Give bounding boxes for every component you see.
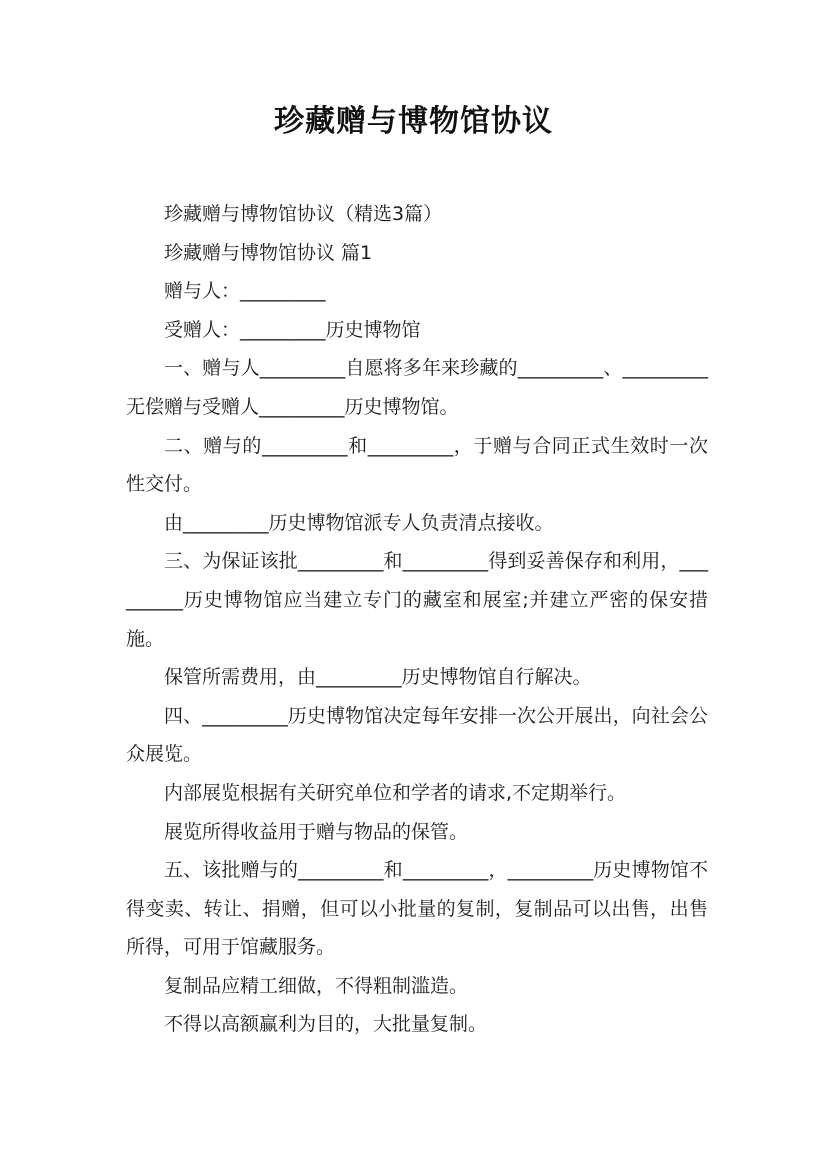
paragraph-clause-1: 一、赠与人_________自愿将多年来珍藏的_________、_________无偿赠与受赠人_________历史博物馆。: [126, 357, 708, 418]
paragraph-recipient: 受赠人：_________历史博物馆: [164, 318, 421, 341]
paragraph-clause-2-receipt: 由_________历史博物馆派专人负责清点接收。: [164, 511, 554, 534]
paragraph-clause-5-limit: 不得以高额赢利为目的，大批量复制。: [164, 1013, 488, 1036]
paragraph-clause-5-quality: 复制品应精工细做，不得粗制滥造。: [164, 974, 469, 997]
paragraph-clause-2: 二、赠与的_________和_________，于赠与合同正式生效时一次性交付。: [126, 434, 708, 496]
paragraph-clause-4: 四、_________历史博物馆决定每年安排一次公开展出，向社会公众展览。: [126, 704, 708, 766]
paragraph-clause-5: 五、该批赠与的_________和_________，_________历史博物馆不得变卖、转让、捐赠，但可以小批量的复制，复制品可以出售，出售所得，可用于馆藏服务。: [126, 859, 708, 959]
paragraph-clause-3-cost: 保管所需费用，由_________历史博物馆自行解决。: [164, 666, 592, 689]
paragraph-donor: 赠与人：_________: [164, 280, 326, 303]
paragraph-subtitle: 珍藏赠与博物馆协议（精选3篇）: [164, 203, 443, 225]
paragraph-section-heading: 珍藏赠与博物馆协议 篇1: [164, 241, 373, 264]
paragraph-clause-3: 三、为保证该批_________和_________得到妥善保存和利用，_________历史博物馆应当建立专门的藏室和展室;并建立严密的保安措施。: [126, 550, 708, 650]
paragraph-clause-4-internal: 内部展览根据有关研究单位和学者的请求,不定期举行。: [164, 781, 627, 804]
document-body: [126, 195, 708, 1044]
document-title: 珍藏赠与博物馆协议: [274, 104, 553, 139]
paragraph-clause-4-income: 展览所得收益用于赠与物品的保管。: [164, 820, 469, 843]
